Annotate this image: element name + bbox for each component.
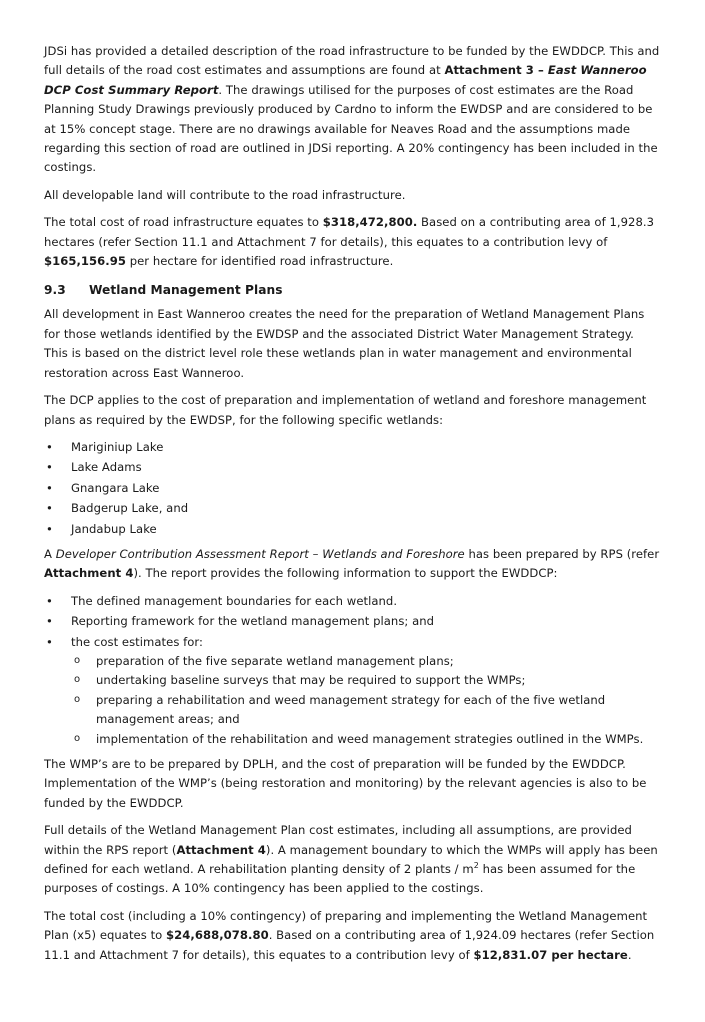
cost-estimate-sublist <box>71 652 661 749</box>
list-item <box>44 633 661 749</box>
text: The total cost of road infrastructure equates to <box>44 215 323 230</box>
paragraph-dcp-applies: The DCP applies to the cost of preparation and implementation of wetland and foreshore management plans as required by the EWDSP, for the following specific wetlands: <box>44 393 647 427</box>
text: . <box>627 947 632 962</box>
text: has been assumed for the purposes of costings. A 10% contingency has been applied to the costings. <box>44 862 636 896</box>
list-item: • Mariginiup Lake <box>44 438 661 457</box>
text: per hectare for identified road infrastructure. <box>125 254 394 269</box>
list-item: • Jandabup Lake <box>44 520 661 539</box>
report-title: Developer Contribution Assessment Report – Wetlands and Foreshore <box>55 546 465 561</box>
superscript: 2 <box>473 861 479 871</box>
text: . The drawings utilised for the purposes of cost estimates are the Road Planning Study Drawings previously produced by Cardno to inform the EWDSP and are considered to be at 15% concept stage. There are no drawings available for Neaves Road and the assumptions made regarding this section of road are outlined in JDSi reporting. A 20% contingency has been included in the costings. <box>44 82 658 175</box>
list-item: • Gnangara Lake <box>44 479 661 498</box>
text: Full details of the Wetland Management Plan cost estimates, including all assumptions, are provided within the RPS report ( <box>44 823 632 857</box>
sublist-item: o preparing a rehabilitation and weed management strategy for each of the five wetland management areas; and <box>44 691 661 730</box>
list-item: • The defined management boundaries for each wetland. <box>44 592 661 611</box>
report-info-list <box>44 592 661 749</box>
paragraph-wmp-details <box>44 821 661 899</box>
wmp-total-cost: $24,688,078.80 <box>166 928 269 943</box>
paragraph-rps-report <box>44 545 661 584</box>
text: The total cost (including a 10% contingency) of preparing and implementing the Wetland Management Plan (x5) equates to <box>44 908 648 943</box>
wetland-list <box>44 438 661 539</box>
section-number: 9.3 <box>44 283 66 298</box>
text: Based on a contributing area of 1,928.3 hectares (refer Section 11.1 and Attachment 7 for details), this equates to a contribution levy of <box>44 215 655 249</box>
list-item-text: the cost estimates for: <box>71 634 203 649</box>
section-heading <box>44 281 661 299</box>
paragraph-developable-land: All developable land will contribute to the road infrastructure. <box>44 187 406 202</box>
text: ). A management boundary to which the WMPs will apply has been defined for each wetland. A rehabilitation planting density of 2 plants / m <box>44 842 658 877</box>
attachment-title: East Wanneroo DCP Cost Summary Report <box>44 63 647 97</box>
paragraph-wmp-cost <box>44 907 661 965</box>
sublist-item: o undertaking baseline surveys that may be required to support the WMPs; <box>44 671 661 690</box>
paragraph-wetland-need: All development in East Wanneroo creates the need for the preparation of Wetland Management Plans for those wetlands identified by the EWDSP and the associated District Water Management Strategy. This is based on the district level role these wetlands plan in water management and environmental restoration across East Wanneroo. <box>44 307 645 380</box>
list-item: • Badgerup Lake, and <box>44 499 661 518</box>
paragraph-wmp-prepared: The WMP’s are to be prepared by DPLH, and the cost of preparation will be funded by the EWDDCP. Implementation of the WMP’s (being restoration and monitoring) by the relevant agencies is also to be funded by the EWDDCP. <box>44 757 647 810</box>
list-item: • Lake Adams <box>44 458 661 477</box>
wmp-levy: $12,831.07 per hectare <box>473 947 628 962</box>
list-item: • Reporting framework for the wetland management plans; and <box>44 612 661 631</box>
text: A <box>44 546 56 561</box>
sublist-item: o implementation of the rehabilitation and weed management strategies outlined in the WMPs. <box>44 730 661 749</box>
attachment-ref: Attachment 4 <box>44 566 134 581</box>
paragraph-road-cost <box>44 213 661 271</box>
attachment-ref: Attachment 4 <box>176 842 266 857</box>
text: JDSi has provided a detailed description of the road infrastructure to be funded by the EWDDCP. This and full details of the road cost estimates and assumptions are found at <box>44 44 660 78</box>
section-title: Wetland Management Plans <box>89 283 283 298</box>
text: has been prepared by RPS (refer <box>464 546 660 561</box>
paragraph-road-description <box>44 42 661 178</box>
text: ). The report provides the following information to support the EWDDCP: <box>133 566 558 581</box>
text: . Based on a contributing area of 1,924.09 hectares (refer Section 11.1 and Attachment 7 for details), this equates to a contribution levy of <box>44 928 655 962</box>
road-total-cost: $318,472,800. <box>322 215 418 230</box>
sublist-item: o preparation of the five separate wetland management plans; <box>44 652 661 671</box>
road-levy: $165,156.95 <box>44 254 126 269</box>
attachment-ref: Attachment 3 – <box>444 63 548 78</box>
